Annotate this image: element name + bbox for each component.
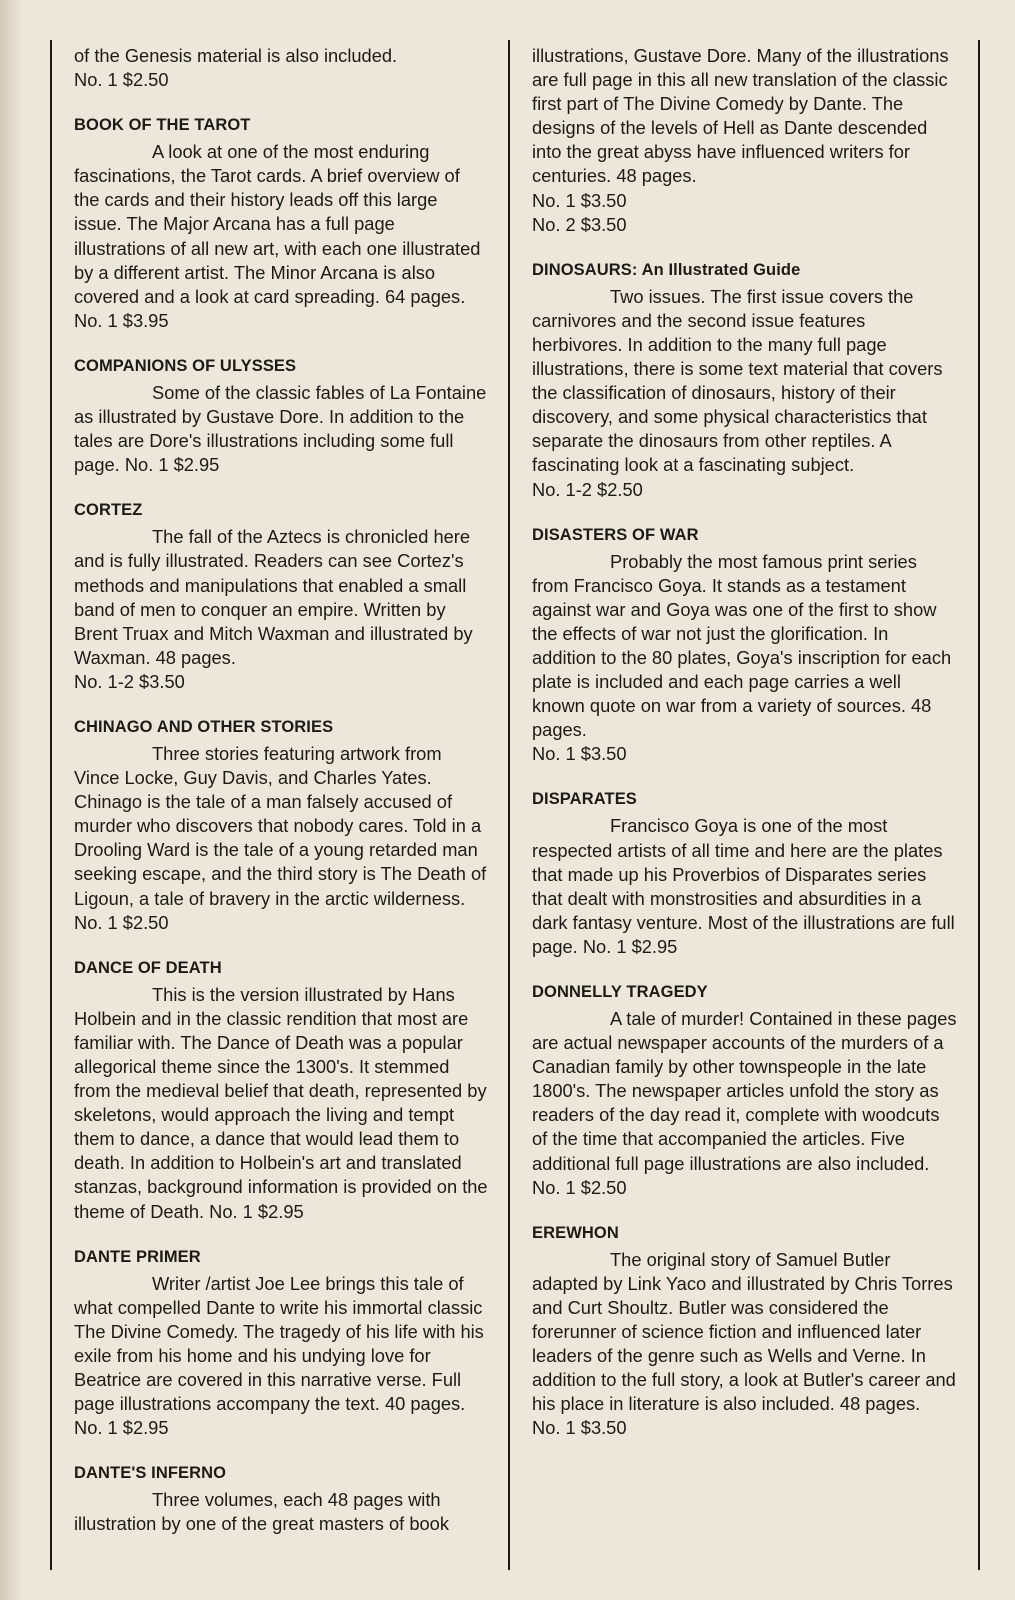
entry-title: COMPANIONS OF ULYSSES bbox=[74, 356, 297, 375]
entry-disparates bbox=[532, 788, 957, 959]
entry-title: DANCE OF DEATH bbox=[74, 958, 222, 977]
entry-description: Francisco Goya is one of the most respected artists of all time and here are the plates that made up his Proverbios of Disparates series that dealt with monstrosities and absurdities in a dark fantasy venture. Most of the illustrations are full page. No. 1 $2.95 bbox=[532, 815, 955, 957]
page-edge-shadow bbox=[0, 0, 22, 1600]
entry-erewhon bbox=[532, 1222, 957, 1441]
right-column bbox=[532, 44, 957, 1463]
entry-title: EREWHON bbox=[532, 1223, 619, 1242]
entry-title: BOOK OF THE TAROT bbox=[74, 116, 251, 135]
left-column bbox=[74, 44, 488, 1559]
entry-title: DANTE PRIMER bbox=[74, 1247, 201, 1266]
left-border-rule bbox=[50, 40, 52, 1570]
entry-title: DISASTERS OF WAR bbox=[532, 525, 699, 544]
entry-dante-primer bbox=[74, 1246, 488, 1441]
entry-description: illustrations, Gustave Dore. Many of the illustrations are full page in this all new translation of the classic first part of The Divine Comedy by Dante. The designs of the levels of Hell as Dante descended into the great abyss have influenced writers for centuries. 48 pages. bbox=[532, 45, 949, 187]
entry-description: of the Genesis material is also included. bbox=[74, 45, 398, 66]
entry-description: Three stories featuring artwork from Vince Locke, Guy Davis, and Charles Yates. Chinago is the tale of a man falsely accused of murder who discovers that nobody cares. Told in a Drooling Ward is the tale of a young retarded man seeking escape, and the third story is The Death of Ligoun, a tale of bravery in the arctic wilderness. No. 1 $2.50 bbox=[74, 742, 487, 933]
column-divider-rule bbox=[508, 40, 510, 1570]
entry-description: Three volumes, each 48 pages with illustration by one of the great masters of book bbox=[74, 1489, 449, 1535]
entry-description: Probably the most famous print series from Francisco Goya. It stands as a testament against war and Goya was one of the first to show the effects of war not just the glorification. In addition to the 80 plates, Goya's inscription for each plate is included and each page carries a well known quote on war from a variety of sources. 48 pages. bbox=[532, 550, 952, 741]
entry-companions-of-ulysses bbox=[74, 355, 488, 477]
entry-title: DANTE'S INFERNO bbox=[74, 1464, 227, 1483]
entry-dantes-inferno-continued bbox=[532, 44, 957, 237]
entry-price-2: No. 2 $3.50 bbox=[532, 213, 627, 235]
entry-title: CHINAGO AND OTHER STORIES bbox=[74, 717, 334, 736]
right-border-rule bbox=[978, 40, 980, 1570]
entry-description: A look at one of the most enduring fascinations, the Tarot cards. A brief overview of the cards and their history leads off this large issue. The Major Arcana has a full page illustrations of all new art, with each one illustrated by a different artist. The Minor Arcana is also covered and a look at card spreading. 64 pages. No. 1 $3.95 bbox=[74, 141, 481, 331]
entry-description: The fall of the Aztecs is chronicled here and is fully illustrated. Readers can see Cortez's methods and manipulations that enabled a small band of men to conquer an empire. Written by Brent Truax and Mitch Waxman and illustrated by Waxman. 48 pages. bbox=[74, 526, 473, 668]
entry-price: No. 1 $2.50 bbox=[74, 69, 169, 91]
entry-dinosaurs bbox=[532, 259, 957, 502]
entry-description: Writer /artist Joe Lee brings this tale of what compelled Dante to write his immortal classic The Divine Comedy. The tragedy of his life with his exile from his home and his undying love for Beatrice are covered in this narrative verse. Full page illustrations accompany the text. 40 pages. No. 1 $2.95 bbox=[74, 1272, 484, 1439]
entry-price: No. 1 $3.50 bbox=[532, 743, 627, 765]
entry-price: No. 1 $3.50 bbox=[532, 189, 627, 211]
entry-donnelly-tragedy bbox=[532, 981, 957, 1200]
entry-cortez bbox=[74, 499, 488, 694]
entry-book-of-the-tarot bbox=[74, 114, 488, 333]
entry-title: DONNELLY TRAGEDY bbox=[532, 983, 708, 1001]
entry-description: Two issues. The first issue covers the carnivores and the second issue features herbivores. In addition to the many full page illustrations, there is some text material that covers the classification of dinosaurs, history of their discovery, and some physical characteristics that separate the dinosaurs from other reptiles. A fascinating look at a fascinating subject. bbox=[532, 285, 943, 476]
entry-chinago bbox=[74, 716, 488, 935]
entry-genesis-continued bbox=[74, 44, 488, 92]
entry-description: The original story of Samuel Butler adapted by Link Yaco and illustrated by Chris Torres and Curt Shoultz. Butler was considered the forerunner of science fiction and influenced later leaders of the genre such as Wells and Verne. In addition to the full story, a look at Butler's career and his place in literature is also included. 48 pages. bbox=[532, 1248, 956, 1415]
entry-title: CORTEZ bbox=[74, 501, 143, 520]
entry-title: DINOSAURS: An Illustrated Guide bbox=[532, 260, 801, 279]
entry-price: No. 1-2 $2.50 bbox=[532, 478, 643, 500]
entry-disasters-of-war bbox=[532, 524, 957, 767]
entry-price: No. 1-2 $3.50 bbox=[74, 670, 185, 692]
entry-description: A tale of murder! Contained in these pages are actual newspaper accounts of the murders of a Canadian family by other townspeople in the late 1800's. The newspaper articles unfold the story as readers of the day read it, complete with woodcuts of the time that accompanied the articles. Five additional full page illustrations are also included. No. 1 $2.50 bbox=[532, 1008, 957, 1198]
entry-description: This is the version illustrated by Hans Holbein and in the classic rendition that most are familiar with. The Dance of Death was a popular allegorical theme since the 1300's. It stemmed from the medieval belief that death, represented by skeletons, would approach the living and tempt them to dance, a dance that would lead them to death. In addition to Holbein's art and translated stanzas, background information is provided on the theme of Death. No. 1 $2.95 bbox=[74, 983, 488, 1222]
entry-description: Some of the classic fables of La Fontaine as illustrated by Gustave Dore. In addition to the tales are Dore's illustrations including some full page. No. 1 $2.95 bbox=[74, 381, 487, 476]
entry-dance-of-death bbox=[74, 957, 488, 1224]
entry-title: DISPARATES bbox=[532, 790, 637, 809]
entry-dantes-inferno bbox=[74, 1462, 488, 1536]
entry-price: No. 1 $3.50 bbox=[532, 1417, 627, 1439]
